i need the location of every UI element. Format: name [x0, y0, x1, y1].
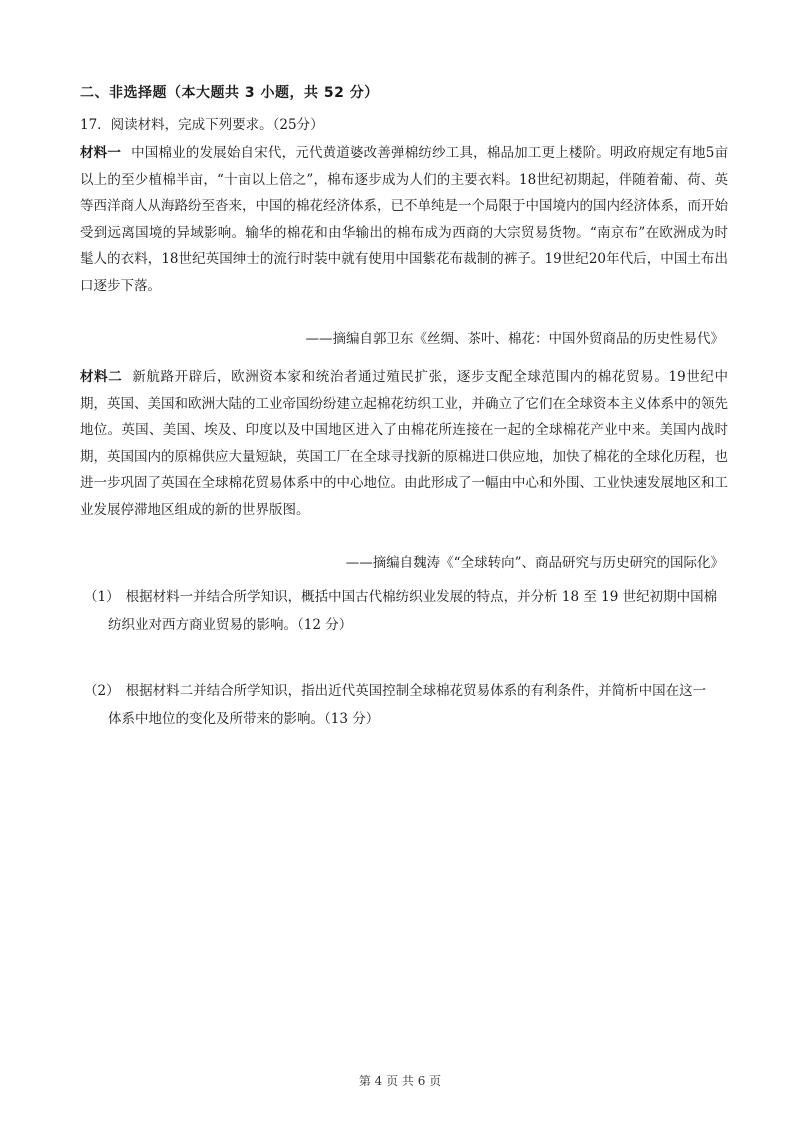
question-stem: 17．阅读材料，完成下列要求。（25分） — [80, 117, 324, 133]
sub-question-2-text-1: 根据材料二并结合所学知识，指出近代英国控制全球棉花贸易体系的有利条件，并简析中国在这一 — [125, 683, 707, 699]
material-one-label: 材料一 — [80, 145, 122, 161]
material-two — [80, 364, 728, 523]
sub-question-1-text-1: 根据材料一并结合所学知识，概括中国古代棉纺织业发展的特点，并分析 18 至 19 世纪初期中国棉 — [125, 589, 718, 605]
sub-question-2 — [84, 677, 732, 733]
sub-question-1-number: （1） — [84, 589, 120, 605]
material-one — [80, 140, 728, 299]
sub-question-2-number: （2） — [84, 683, 120, 699]
page-number: 第 4 页 共 6 页 — [358, 1074, 442, 1088]
material-two-label: 材料二 — [80, 369, 123, 385]
material-two-text: 新航路开辟后，欧洲资本家和统治者通过殖民扩张，逐步支配全球范围内的棉花贸易。19世纪中期，英国、美国和欧洲大陆的工业帝国纷纷建立起棉花纺织工业，并确立了它们在全球资本主义体系中的领先地位。英国、美国、埃及、印度以及中国地区进入了由棉花所连接在一起的全球棉花产业中来。美国内战时期，英国国内的原棉供应大量短缺，英国工厂在全球寻找新的原棉进口供应地，加快了棉花的全球化历程，也进一步巩固了英国在全球棉花贸易体系中的中心地位。由此形成了一幅由中心和外围、工业快速发展地区和工业发展停滞地区组成的新的世界版图。 — [80, 369, 728, 518]
material-one-source: ——摘编自郭卫东《丝绸、茶叶、棉花：中国外贸商品的历史性易代》 — [305, 331, 724, 347]
sub-question-1 — [84, 583, 732, 639]
sub-question-2-line-1 — [84, 677, 732, 705]
sub-question-1-line-1 — [84, 583, 732, 611]
sub-question-1-text-2: 纺织业对西方商业贸易的影响。（12 分） — [108, 617, 353, 633]
material-one-text: 中国棉业的发展始自宋代，元代黄道婆改善弹棉纺纱工具，棉品加工更上楼阶。明政府规定有地5亩以上的至少植棉半亩，“十亩以上倍之”，棉布逐步成为人们的主要衣料。18世纪初期起，伴随着葡、荷、英等西洋商人从海路纷至沓来，中国的棉花经济体系，已不单纯是一个局限于中国境内的国内经济体系，而开始受到远离国境的异域影响。输华的棉花和由华输出的棉布成为西商的大宗贸易货物。“南京布”在欧洲成为时髦人的衣料，18世纪英国绅士的流行时装中就有使用中国紫花布裁制的裤子。19世纪20年代后，中国土布出口逐步下落。 — [80, 145, 729, 294]
material-two-source: ——摘编自魏涛《“全球转向”、商品研究与历史研究的国际化》 — [345, 555, 724, 571]
sub-question-2-text-2: 体系中地位的变化及所带来的影响。（13 分） — [108, 711, 380, 727]
section-title: 二、非选择题（本大题共 3 小题，共 52 分） — [80, 85, 379, 101]
